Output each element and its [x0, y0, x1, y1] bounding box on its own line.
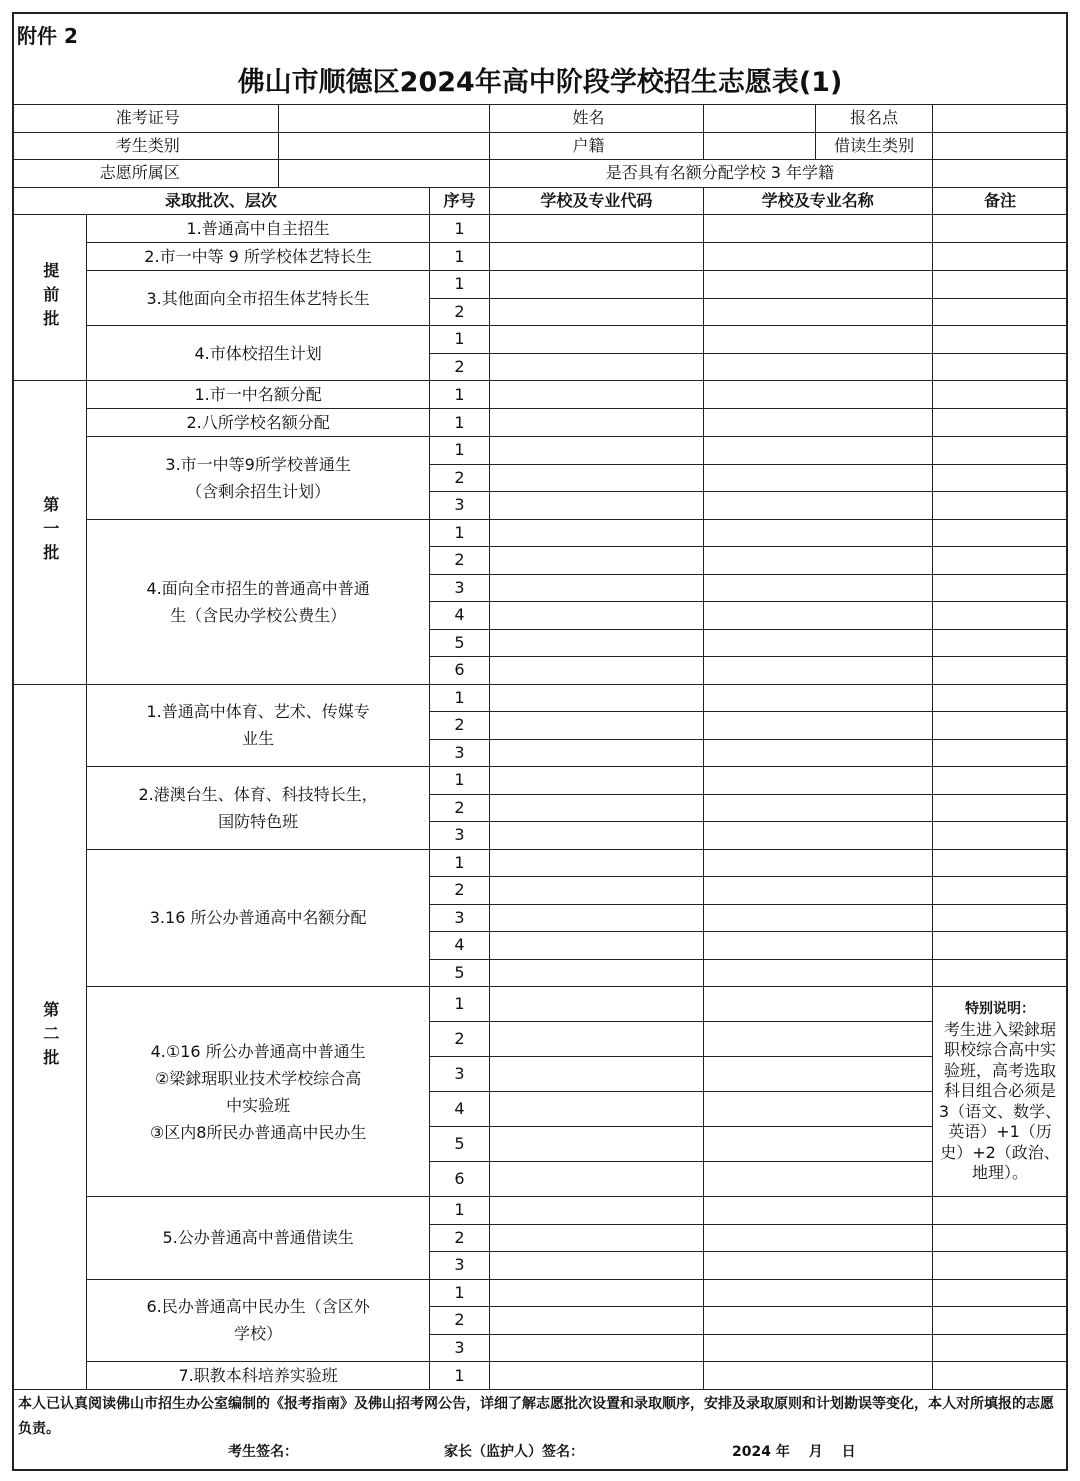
- seq-number: 2: [429, 794, 489, 822]
- date-label: 2024 年 月 日: [732, 1444, 856, 1460]
- remark-field[interactable]: [933, 739, 1068, 767]
- remark-field[interactable]: [933, 629, 1068, 657]
- remark-field[interactable]: [933, 1334, 1068, 1362]
- parent-sign-label: 家长（监护人）签名：: [444, 1444, 584, 1460]
- student-sign-label: 考生签名：: [228, 1444, 298, 1460]
- seq-number: 5: [429, 959, 489, 987]
- school-code-field[interactable]: [490, 519, 703, 547]
- form-row: [13, 271, 1068, 299]
- school-name-field[interactable]: [703, 353, 933, 381]
- reg-point-label: 报名点: [816, 105, 933, 133]
- boarding-type-label: 借读生类别: [816, 132, 933, 160]
- name-field[interactable]: [703, 105, 816, 133]
- seq-number: 1: [429, 437, 489, 465]
- seq-number: 1: [429, 243, 489, 271]
- seq-number: 2: [429, 1022, 489, 1057]
- remark-field[interactable]: [933, 1362, 1068, 1390]
- school-code-field[interactable]: [490, 243, 703, 271]
- seq-number: 3: [429, 739, 489, 767]
- school-code-field[interactable]: [490, 492, 703, 520]
- seq-number: 3: [429, 574, 489, 602]
- remark-field[interactable]: [933, 959, 1068, 987]
- remark-field[interactable]: [933, 574, 1068, 602]
- school-name-field[interactable]: [703, 849, 933, 877]
- school-code-field[interactable]: [490, 464, 703, 492]
- batch-first-label: 第一批: [13, 381, 87, 685]
- seq-number: 1: [429, 1279, 489, 1307]
- seq-number: 1: [429, 1362, 489, 1390]
- school-code-field[interactable]: [490, 574, 703, 602]
- school-code-field[interactable]: [490, 1127, 703, 1162]
- category-label: 考生类别: [13, 132, 279, 160]
- school-name-field[interactable]: [703, 987, 933, 1022]
- seq-number: 6: [429, 1162, 489, 1197]
- form-row: [13, 437, 1068, 465]
- form-row: [13, 684, 1068, 712]
- form-row: [13, 849, 1068, 877]
- school-name-field[interactable]: [703, 1224, 933, 1252]
- category-label: 4.①16 所公办普通高中普通生 ②梁銶琚职业技术学校综合高 中实验班 ③区内8所民办普通高中民办生: [87, 987, 429, 1197]
- school-name-field[interactable]: [703, 326, 933, 354]
- school-name-field[interactable]: [703, 739, 933, 767]
- remark-field[interactable]: [933, 381, 1068, 409]
- school-name-field[interactable]: [703, 409, 933, 437]
- school-name-field[interactable]: [703, 271, 933, 299]
- school-code-field[interactable]: [490, 1362, 703, 1390]
- exam-no-field[interactable]: [278, 105, 489, 133]
- category-label: 3.其他面向全市招生体艺特长生: [87, 271, 429, 326]
- school-code-field[interactable]: [490, 1197, 703, 1225]
- remark-field[interactable]: [933, 1197, 1068, 1225]
- form-row: [13, 1197, 1068, 1225]
- seq-number: 4: [429, 1092, 489, 1127]
- form-row: [13, 767, 1068, 795]
- batch-advance-label: 提前批: [13, 215, 87, 381]
- seq-header: 序号: [429, 187, 489, 215]
- seq-number: 1: [429, 326, 489, 354]
- batch-level-header: 录取批次、层次: [13, 187, 430, 215]
- remark-field[interactable]: [933, 684, 1068, 712]
- school-code-field[interactable]: [490, 629, 703, 657]
- form-row: [13, 409, 1068, 437]
- seq-number: 5: [429, 629, 489, 657]
- school-code-field[interactable]: [490, 684, 703, 712]
- quota-question-label: 是否具有名额分配学校 3 年学籍: [490, 160, 933, 188]
- school-code-field[interactable]: [490, 987, 703, 1022]
- school-name-field[interactable]: [703, 298, 933, 326]
- seq-number: 6: [429, 657, 489, 685]
- seq-number: 2: [429, 1224, 489, 1252]
- remark-field[interactable]: [933, 353, 1068, 381]
- category-label: 1.市一中名额分配: [87, 381, 429, 409]
- seq-number: 2: [429, 877, 489, 905]
- remark-field[interactable]: [933, 1224, 1068, 1252]
- seq-number: 3: [429, 1252, 489, 1280]
- form-row: [13, 326, 1068, 354]
- form-row: [13, 243, 1068, 271]
- school-name-field[interactable]: [703, 1362, 933, 1390]
- school-name-header: 学校及专业名称: [703, 187, 933, 215]
- seq-number: 5: [429, 1127, 489, 1162]
- school-code-field[interactable]: [490, 1162, 703, 1197]
- school-name-field[interactable]: [703, 1307, 933, 1335]
- district-field[interactable]: [278, 160, 489, 188]
- school-name-field[interactable]: [703, 215, 933, 243]
- category-label: 2.港澳台生、体育、科技特长生， 国防特色班: [87, 767, 429, 850]
- school-name-field[interactable]: [703, 657, 933, 685]
- remark-header: 备注: [933, 187, 1068, 215]
- seq-number: 3: [429, 822, 489, 850]
- seq-number: 2: [429, 547, 489, 575]
- remark-field[interactable]: [933, 1307, 1068, 1335]
- seq-number: 1: [429, 215, 489, 243]
- school-code-field[interactable]: [490, 794, 703, 822]
- seq-number: 2: [429, 712, 489, 740]
- form-row: [13, 1362, 1068, 1390]
- school-code-field[interactable]: [490, 959, 703, 987]
- school-code-field[interactable]: [490, 767, 703, 795]
- school-name-field[interactable]: [703, 904, 933, 932]
- remark-field[interactable]: [933, 243, 1068, 271]
- seq-number: 2: [429, 353, 489, 381]
- school-name-field[interactable]: [703, 1127, 933, 1162]
- school-name-field[interactable]: [703, 1057, 933, 1092]
- remark-field[interactable]: [933, 877, 1068, 905]
- remark-field[interactable]: [933, 1279, 1068, 1307]
- school-name-field[interactable]: [703, 767, 933, 795]
- remark-field[interactable]: [933, 409, 1068, 437]
- household-field[interactable]: [703, 132, 816, 160]
- school-name-field[interactable]: [703, 492, 933, 520]
- school-name-field[interactable]: [703, 574, 933, 602]
- school-code-field[interactable]: [490, 381, 703, 409]
- school-name-field[interactable]: [703, 794, 933, 822]
- school-code-field[interactable]: [490, 547, 703, 575]
- seq-number: 2: [429, 1307, 489, 1335]
- category-label: 7.职教本科培养实验班: [87, 1362, 429, 1390]
- remark-field[interactable]: [933, 932, 1068, 960]
- school-name-field[interactable]: [703, 1197, 933, 1225]
- remark-field[interactable]: [933, 326, 1068, 354]
- school-name-field[interactable]: [703, 1022, 933, 1057]
- category-label: 3.市一中等9所学校普通生 （含剩余招生计划）: [87, 437, 429, 520]
- remark-field[interactable]: [933, 712, 1068, 740]
- school-name-field[interactable]: [703, 1279, 933, 1307]
- remark-field[interactable]: [933, 271, 1068, 299]
- school-code-field[interactable]: [490, 602, 703, 630]
- form-row: [13, 381, 1068, 409]
- household-label: 户籍: [490, 132, 703, 160]
- category-label: 3.16 所公办普通高中名额分配: [87, 849, 429, 987]
- school-code-field[interactable]: [490, 409, 703, 437]
- school-code-field[interactable]: [490, 271, 703, 299]
- special-note: [933, 987, 1068, 1197]
- school-code-field[interactable]: [490, 1057, 703, 1092]
- seq-number: 2: [429, 298, 489, 326]
- remark-field[interactable]: [933, 1252, 1068, 1280]
- school-name-field[interactable]: [703, 877, 933, 905]
- school-name-field[interactable]: [703, 822, 933, 850]
- school-code-field[interactable]: [490, 822, 703, 850]
- remark-field[interactable]: [933, 215, 1068, 243]
- special-note-text: 考生进入梁銶琚职校综合高中实验班，高考选取科目组合必须是 3（语文、数学、英语）+1（历史）+2（政治、地理）。: [938, 1019, 1062, 1183]
- remark-field[interactable]: [933, 298, 1068, 326]
- remark-field[interactable]: [933, 602, 1068, 630]
- seq-number: 3: [429, 904, 489, 932]
- school-code-field[interactable]: [490, 932, 703, 960]
- seq-number: 1: [429, 684, 489, 712]
- school-code-field[interactable]: [490, 298, 703, 326]
- school-code-field[interactable]: [490, 437, 703, 465]
- school-name-field[interactable]: [703, 243, 933, 271]
- application-form-table: [12, 104, 1068, 1390]
- seq-number: 1: [429, 1197, 489, 1225]
- form-row: [13, 519, 1068, 547]
- school-code-field[interactable]: [490, 877, 703, 905]
- school-name-field[interactable]: [703, 1252, 933, 1280]
- remark-field[interactable]: [933, 794, 1068, 822]
- remark-field[interactable]: [933, 437, 1068, 465]
- form-row: [13, 1279, 1068, 1307]
- school-code-field[interactable]: [490, 1279, 703, 1307]
- school-code-field[interactable]: [490, 353, 703, 381]
- category-label: 5.公办普通高中普通借读生: [87, 1197, 429, 1280]
- seq-number: 1: [429, 519, 489, 547]
- boarding-type-field[interactable]: [933, 132, 1068, 160]
- code-header: 学校及专业代码: [490, 187, 703, 215]
- school-name-field[interactable]: [703, 684, 933, 712]
- school-code-field[interactable]: [490, 1022, 703, 1057]
- school-name-field[interactable]: [703, 437, 933, 465]
- school-name-field[interactable]: [703, 602, 933, 630]
- district-label: 志愿所属区: [13, 160, 279, 188]
- declaration-text: 本人已认真阅读佛山市招生办公室编制的《报考指南》及佛山招考网公告，详细了解志愿批次设置和录取顺序，安排及录取原则和计划勘误等变化，本人对所填报的志愿负责。: [18, 1396, 1054, 1437]
- remark-field[interactable]: [933, 657, 1068, 685]
- category-label: 4.面向全市招生的普通高中普通 生（含民办学校公费生）: [87, 519, 429, 684]
- school-name-field[interactable]: [703, 1092, 933, 1127]
- category-label: 1.普通高中体育、艺术、传媒专 业生: [87, 684, 429, 767]
- school-code-field[interactable]: [490, 1224, 703, 1252]
- category-label: 6.民办普通高中民办生（含区外 学校）: [87, 1279, 429, 1362]
- school-name-field[interactable]: [703, 712, 933, 740]
- school-code-field[interactable]: [490, 1252, 703, 1280]
- remark-field[interactable]: [933, 547, 1068, 575]
- school-name-field[interactable]: [703, 932, 933, 960]
- remark-field[interactable]: [933, 767, 1068, 795]
- remark-field[interactable]: [933, 849, 1068, 877]
- school-name-field[interactable]: [703, 959, 933, 987]
- page-title: 佛山市顺德区2024年高中阶段学校招生志愿表(1): [237, 67, 843, 98]
- school-code-field[interactable]: [490, 1092, 703, 1127]
- school-code-field[interactable]: [490, 739, 703, 767]
- quota-answer-field[interactable]: [933, 160, 1068, 188]
- school-code-field[interactable]: [490, 1334, 703, 1362]
- seq-number: 1: [429, 849, 489, 877]
- form-row: [13, 215, 1068, 243]
- school-code-field[interactable]: [490, 1307, 703, 1335]
- seq-number: 1: [429, 987, 489, 1022]
- seq-number: 1: [429, 271, 489, 299]
- school-code-field[interactable]: [490, 657, 703, 685]
- school-name-field[interactable]: [703, 1162, 933, 1197]
- seq-number: 2: [429, 464, 489, 492]
- form-row: [13, 987, 1068, 1022]
- reg-point-field[interactable]: [933, 105, 1068, 133]
- remark-field[interactable]: [933, 519, 1068, 547]
- special-note-title: 特别说明：: [965, 1001, 1036, 1018]
- school-name-field[interactable]: [703, 519, 933, 547]
- category-label: 2.八所学校名额分配: [87, 409, 429, 437]
- seq-number: 4: [429, 602, 489, 630]
- category-field[interactable]: [278, 132, 489, 160]
- seq-number: 1: [429, 767, 489, 795]
- seq-number: 4: [429, 932, 489, 960]
- remark-field[interactable]: [933, 492, 1068, 520]
- seq-number: 1: [429, 409, 489, 437]
- category-label: 4.市体校招生计划: [87, 326, 429, 381]
- seq-number: 3: [429, 492, 489, 520]
- remark-field[interactable]: [933, 822, 1068, 850]
- school-name-field[interactable]: [703, 1334, 933, 1362]
- seq-number: 3: [429, 1057, 489, 1092]
- school-code-field[interactable]: [490, 904, 703, 932]
- seq-number: 1: [429, 381, 489, 409]
- school-name-field[interactable]: [703, 547, 933, 575]
- name-label: 姓名: [490, 105, 703, 133]
- school-name-field[interactable]: [703, 381, 933, 409]
- school-code-field[interactable]: [490, 712, 703, 740]
- attachment-label: 附件 2: [17, 24, 78, 48]
- school-code-field[interactable]: [490, 215, 703, 243]
- category-label: 2.市一中等 9 所学校体艺特长生: [87, 243, 429, 271]
- batch-second-label: 第二批: [13, 684, 87, 1390]
- remark-field[interactable]: [933, 464, 1068, 492]
- seq-number: 3: [429, 1334, 489, 1362]
- school-code-field[interactable]: [490, 849, 703, 877]
- remark-field[interactable]: [933, 904, 1068, 932]
- school-code-field[interactable]: [490, 326, 703, 354]
- school-name-field[interactable]: [703, 629, 933, 657]
- school-name-field[interactable]: [703, 464, 933, 492]
- exam-no-label: 准考证号: [13, 105, 279, 133]
- category-label: 1.普通高中自主招生: [87, 215, 429, 243]
